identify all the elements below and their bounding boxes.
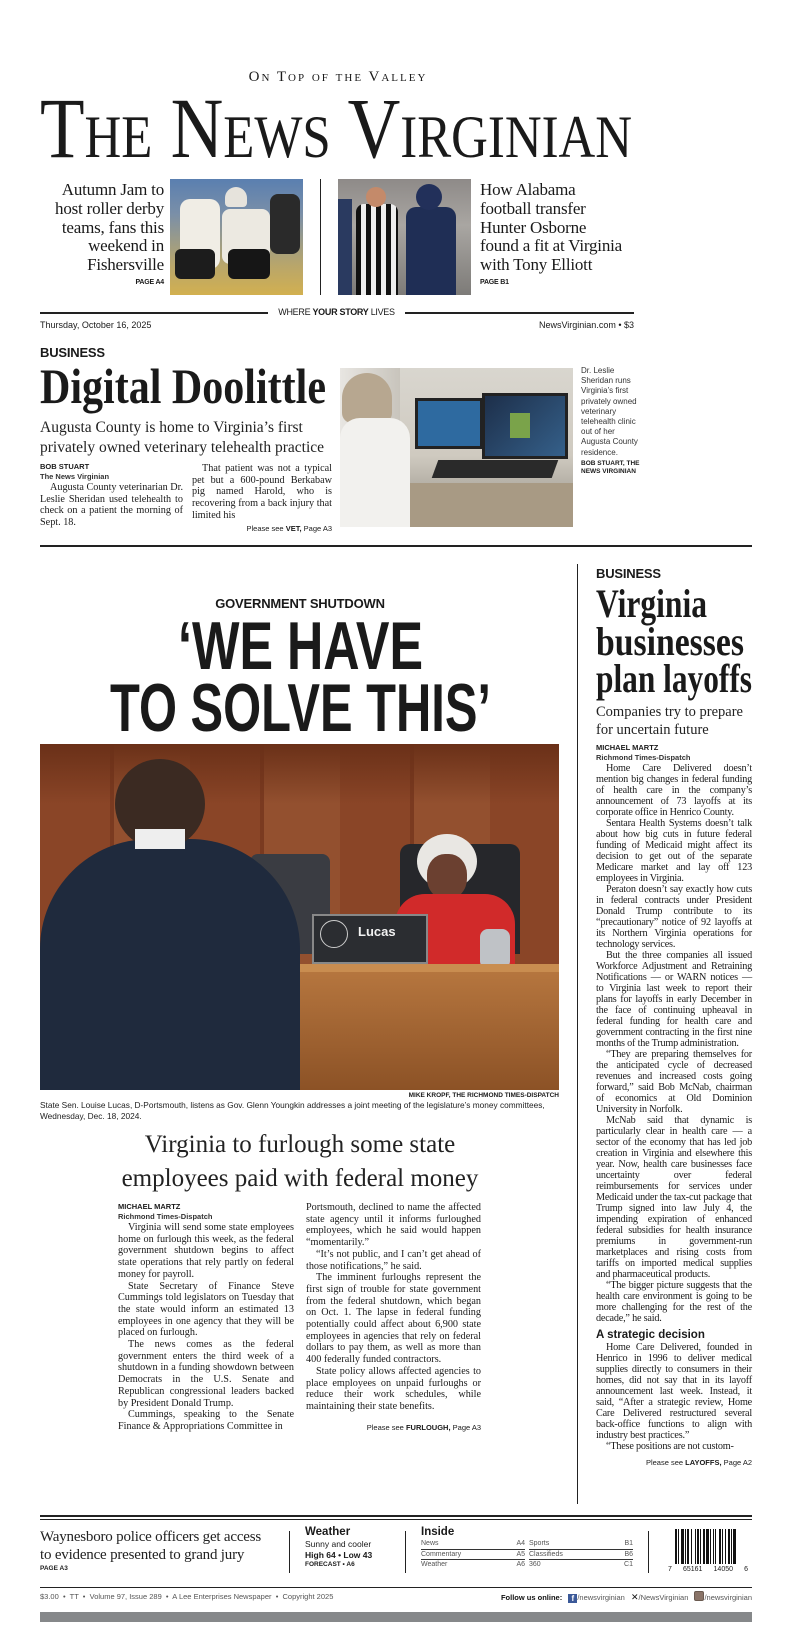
teaser-page: PAGE A4 [135,278,164,286]
teaser-headline-line: with Tony Elliott [480,255,593,275]
layoffs-kicker: BUSINESS [596,566,661,581]
footer-bar [40,1612,752,1622]
weather-temps: High 64 • Low 43 [305,1549,373,1560]
deck-line: Augusta County is home to Virginia’s first [40,419,303,436]
vet-photo-caption: Dr. Leslie Sheridan runs Virginia’s first privately owned veterinary telehealth clinic out of her Augusta County residence. [581,366,638,457]
nameplate: Lucas [358,924,396,939]
weather-high: High 64 [305,1549,336,1560]
barcode-bar [685,1529,686,1564]
vet-byline-org: The News Virginian [40,472,110,481]
vet-headline-text: Digital Doolittle [40,362,326,414]
vet-deck [40,418,324,458]
roller-derby-photo [170,179,303,295]
vet-body-col1: Augusta County veterinarian Dr. Leslie Sheridan used telehealth to check on a patient the morning of Sept. 18. [40,482,183,529]
weather-forecast-link[interactable]: FORECAST • A6 [305,1561,355,1568]
inside-item[interactable]: Classifieds B6 [529,1550,633,1561]
site-price: NewsVirginian.com • $3 [538,320,634,330]
deck-line: Companies try to prepare [596,704,743,720]
senate-hearing-photo [40,744,559,1090]
barcode-bar [715,1529,716,1564]
issue-date: Thursday, October 16, 2025 [40,320,152,330]
inside-item[interactable]: Sports B1 [529,1539,633,1550]
follow-label: Follow us online: [500,1593,563,1602]
instagram-icon [694,1591,704,1601]
furlough-byline: MICHAEL MARTZ [118,1202,181,1211]
barcode-bar [687,1529,689,1564]
layoffs-byline: MICHAEL MARTZ [596,743,659,752]
paragraph: State Secretary of Finance Steve Cummings told legislators on Tuesday that the state would inform an estimated 13 employees in one agency that they will be placed on furlough. [118,1280,294,1339]
vet-jump[interactable] [192,524,332,534]
x-link[interactable]: ✕/NewsVirginian [630,1592,689,1602]
paragraph: Virginia will send some state employees home on furlough this week, as the federal government shutdown begins to affect state operations that rely partly on federal money for payroll. [118,1222,294,1280]
layoffs-headline[interactable] [596,582,756,702]
barcode-bar [681,1529,684,1564]
vet-headline[interactable] [40,362,330,416]
football-photo [338,179,471,295]
paragraph: Home Care Delivered, founded in Henrico in 1996 to deliver medical supplies directly to consumers in their homes, did not say that in its layoff announcement last week. Instead, it said, “After a strategic review, Home Care Delivered restructured several back-office functions to align with industry best practices.” [596,1342,752,1441]
barcode-digit: 6 [744,1566,748,1573]
teaser-page: PAGE A3 [40,1565,68,1572]
bottom-divider [289,1531,290,1573]
paragraph: Home Care Delivered doesn’t mention big changes in federal funding of health care in the company’s announcement of 73 layoffs at its corporate office in Henrico County. [596,763,752,818]
headline-line: businesses [596,619,744,664]
teaser-headline-line: weekend in [88,236,164,256]
teaser-roller-derby[interactable] [20,181,164,289]
section-divider [40,545,752,547]
shutdown-headline-line2: TO SOLVE THIS’ [110,670,491,736]
barcode-bar [678,1529,679,1564]
paragraph: Cummings, speaking to the Senate Finance & Appropriations Committee in [118,1409,294,1432]
double-rule [40,1519,752,1520]
paragraph: But the three companies all issued Workforce Adjustment and Retraining Notifications — or WARN notices — to Virginia last week to report their plans for layoffs in early December in the face of continuing upheaval in federal funding for health care and government contracting in the first nine months of the Trump administration. [596,950,752,1049]
x-icon: ✕ [630,1592,639,1602]
jump-slug: VET, [285,523,302,533]
barcode-digit: 65161 [682,1566,703,1573]
jump-page: Page A2 [723,1458,752,1467]
teaser-divider [320,179,321,295]
jump-slug: LAYOFFS, [685,1458,722,1467]
paragraph: “They are preparing themselves for the anticipated cycle of decreased revenues and increased costs going forward,” said Bob McNab, chairman of economics at Old Dominion University in Norfolk. [596,1049,752,1115]
layoffs-subhead: A strategic decision [596,1329,705,1341]
deck-line: privately owned veterinary telehealth practice [40,439,325,456]
teaser-headline-line: teams, fans this [61,217,164,237]
shutdown-headline[interactable] [100,610,500,736]
teaser-headline-line: found a fit at Virginia [480,236,623,256]
facebook-icon: f [568,1594,577,1603]
furlough-byline-org: Richmond Times-Dispatch [118,1212,213,1221]
masthead-tagline: On Top of the Valley [248,69,428,85]
barcode-bar [710,1529,711,1564]
vet-photo-credit: BOB STUART, THE NEWS VIRGINIAN [581,459,640,475]
furlough-headline[interactable] [80,1128,520,1196]
barcode-bars [675,1529,741,1564]
teaser-page: PAGE B1 [480,278,509,286]
inside-item[interactable]: 360 C1 [529,1561,633,1568]
double-rule [40,1515,752,1517]
bottom-teaser[interactable] [40,1528,261,1573]
barcode-digit: 7 [668,1566,672,1573]
teaser-headline-line: Autumn Jam to [61,180,164,199]
teaser-headline-line: Hunter Osborne [480,217,587,237]
paragraph: The imminent furloughs represent the first sign of trouble for state government from the federal shutdown, which began on Oct. 1. The lapse in federal funding potentially could affect about 6,900 state employees in agencies that rely on federal dollars to pay them, as well as more than 400 federally funded contractors. [306,1272,481,1366]
barcode-bar [719,1529,721,1564]
furlough-col1 [118,1222,294,1433]
footer-info: $3.00 • TT • Volume 97, Issue 289 • A Lee Enterprises Newspaper • Copyright 2025 [40,1592,334,1601]
barcode-bar [728,1529,730,1564]
teaser-headline-line: host roller derby [55,198,164,218]
weather-summary: Sunny and cooler [305,1539,372,1549]
jump-page: Page A3 [452,1422,481,1432]
teaser-headline-line: How Alabama [480,180,576,199]
barcode-bar [691,1529,692,1564]
paragraph: Portsmouth, declined to name the affected state agency until it informs furloughed employees, which he said would happen “momentarily.” [306,1202,481,1249]
layoffs-body [596,763,752,1468]
headline-line: plan layoffs [596,656,752,701]
teaser-football[interactable] [480,181,650,289]
bottom-divider [648,1531,649,1573]
barcode-bar [697,1529,699,1564]
paragraph: McNab said that dynamic is particularly clear in health care — a sector of the economy that has led job creation in Virginia and elsewhere this year. Now, health care businesses face uncertainty over federal reimbursements for services under Medicaid under the tax-cut package that Trump signed into law July 4, the impending expiration of enhanced federal subsidies for health insurance premiums in government-run marketplaces and rising costs from tariffs on imported medical supplies and pharmaceutical products. [596,1115,752,1280]
slogan [268,307,405,318]
inside-item[interactable]: Weather A6 [421,1561,525,1568]
barcode-bar [731,1529,732,1564]
inside-title: Inside [421,1526,455,1538]
headline-line: Virginia to furlough some state [144,1131,456,1158]
price: $3 [623,320,634,330]
vet-body-col2: That patient was not a typical pet but a 600-pound Berkabaw pig named Harold, who is recovering from a back injury that limited his [192,463,332,521]
barcode-bar [675,1529,677,1564]
dateline-bar [40,307,634,319]
barcode-bar [722,1529,723,1564]
jump-pre: Please see [645,1458,684,1467]
deck-line: for uncertain future [596,722,709,738]
teaser-line: to evidence presented to grand jury [40,1547,245,1563]
weather-title: Weather [305,1526,351,1538]
vet-byline: BOB STUART [40,462,90,471]
layoffs-deck [596,703,743,739]
instagram-link[interactable]: /newsvirginian [690,1593,752,1602]
vet-body-col2-wrap [192,463,332,534]
photo-credit-org: THE RICHMOND TIMES-DISPATCH [452,1092,559,1099]
photo-credit-name: MIKE KROPF, [408,1092,451,1099]
layoffs-jump[interactable] [596,1458,752,1468]
vet-kicker: BUSINESS [40,345,105,360]
footer-rule [40,1587,752,1588]
paragraph: State policy allows affected agencies to place employees on unpaid furloughs or reduce their work schedules, while maintaining their state benefits. [306,1365,481,1412]
paragraph: “These positions are not custom- [606,1441,734,1452]
photo-caption: State Sen. Louise Lucas, D-Portsmouth, listens as Gov. Glenn Youngkin addresses a joint meeting of the legislature’s money committees, Wednesday, Dec. 18, 2024. [40,1100,545,1121]
paragraph: Sentara Health Systems doesn’t talk about how big cuts in future federal funding of Medicaid might affect its decision to get out of the separate Medicare market and lay off 123 employees in Virginia. [596,818,752,884]
barcode-bar [700,1529,701,1564]
weather-low: Low 43 [343,1549,373,1560]
barcode-bar [706,1529,709,1564]
inside-box [421,1526,633,1570]
paragraph: “The bigger picture suggests that the health care environment is going to be more challenging for the rest of the decade,” he said. [596,1280,752,1324]
jump-page: Page A3 [303,523,332,533]
photo-credit [40,1092,559,1100]
barcode-bar [733,1529,736,1564]
telehealth-photo [340,368,573,527]
barcode-digit: 14050 [713,1566,733,1573]
jump-pre: Please see [366,1422,404,1432]
site-link[interactable]: NewsVirginian.com [538,320,616,330]
paragraph: The news comes as the federal government enters the third week of a shutdown in a funding showdown between Democrats in the U.S. Senate and Republican congressional leaders backed by President Donald Trump. [118,1339,294,1409]
layoffs-byline-org: Richmond Times-Dispatch [596,753,691,762]
facebook-link[interactable]: f /newsvirginian [564,1593,625,1602]
weather-box[interactable] [305,1526,400,1570]
furlough-jump[interactable] [306,1423,481,1433]
masthead-title-text: The News Virginian [40,90,632,162]
slogan-bold: YOUR STORY [312,307,369,317]
slogan-post: LIVES [370,307,395,317]
social-links [452,1591,752,1603]
inside-item[interactable]: News A4 [421,1539,525,1550]
barcode-bar [713,1529,714,1564]
barcode-bar [703,1529,705,1564]
shutdown-headline-line1: ‘WE HAVE [178,610,423,684]
paragraph: “It’s not public, and I can’t get ahead of those notifications,” he said. [306,1248,481,1272]
headline-line: employees paid with federal money [121,1165,479,1192]
inside-item[interactable]: Commentary A5 [421,1550,525,1561]
slogan-pre: WHERE [278,307,311,317]
furlough-col2 [306,1202,481,1433]
barcode-bar [695,1529,696,1564]
headline-line: Virginia [596,582,707,626]
column-divider [577,564,578,1504]
paragraph: Peraton doesn’t say exactly how cuts in federal contracts under President Donald Trump contribute to its “precautionary” notice of 92 layoffs at its Northern Virginia operations for technology services. [596,884,752,950]
barcode [668,1529,748,1575]
teaser-headline-line: Fishersville [87,255,164,275]
teaser-headline-line: football transfer [480,198,586,218]
shutdown-kicker: GOVERNMENT SHUTDOWN [215,596,385,611]
jump-slug: FURLOUGH, [405,1422,451,1432]
masthead-title[interactable] [40,90,634,162]
barcode-bar [725,1529,726,1564]
jump-pre: Please see [246,523,284,533]
teaser-line: Waynesboro police officers get access [40,1529,262,1545]
bottom-divider [405,1531,406,1573]
